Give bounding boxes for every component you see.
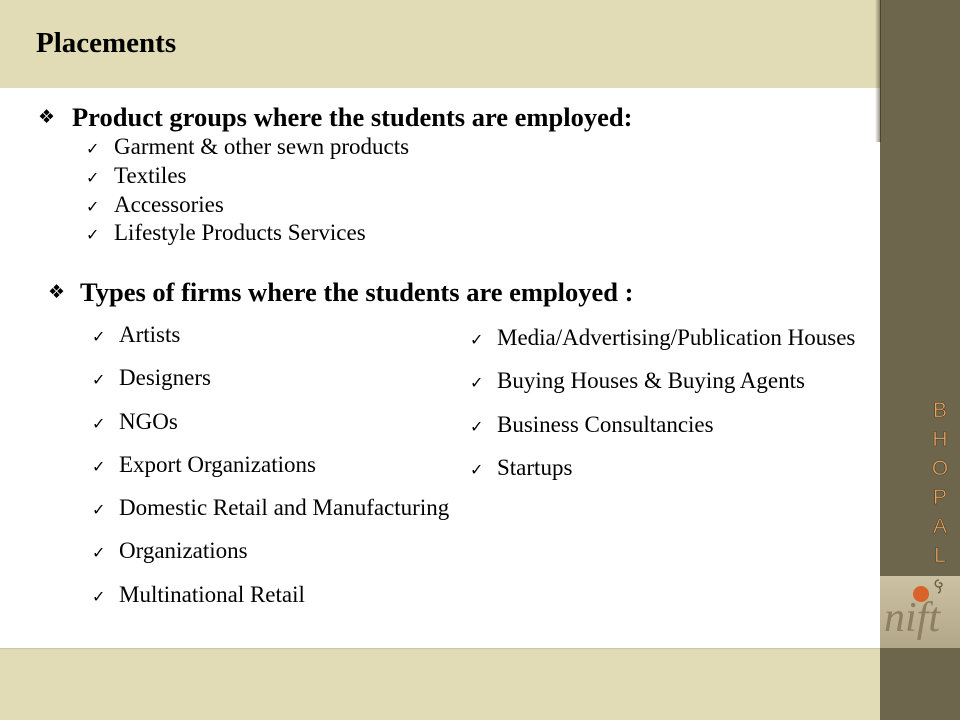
list-item-label: Accessories (114, 191, 224, 217)
sidebar-letter: B (932, 399, 947, 422)
list-item (92, 486, 449, 529)
checkmark-icon (470, 361, 497, 404)
firm-types-left-list (92, 313, 449, 616)
slide-title: Placements (36, 27, 177, 59)
product-groups-heading: Product groups where the students are employed: (72, 102, 633, 132)
checkmark-icon (470, 318, 497, 361)
checkmark-icon (92, 402, 119, 445)
checkmark-icon (86, 135, 114, 164)
footer-band (0, 648, 880, 720)
title-band (0, 0, 880, 88)
checkmark-icon (92, 531, 119, 574)
list-item (86, 162, 409, 191)
checkmark-icon (86, 221, 114, 250)
list-item-label: Lifestyle Products Services (114, 220, 366, 246)
list-item (86, 133, 409, 162)
list-item-label: Designers (119, 365, 211, 391)
product-groups-list (86, 133, 409, 248)
sidebar-letter: P (932, 486, 947, 509)
list-item (86, 191, 409, 220)
checkmark-icon (92, 488, 119, 531)
list-item (86, 219, 409, 248)
checkmark-icon (92, 445, 119, 488)
list-item (92, 529, 449, 572)
list-item (470, 403, 855, 446)
list-item-label: Media/Advertising/Publication Houses (497, 325, 856, 350)
list-item (92, 400, 449, 443)
list-item-label: Textiles (114, 162, 187, 188)
list-item-label: Multinational Retail (119, 581, 305, 607)
list-item-label: Buying Houses & Buying Agents (497, 368, 805, 394)
checkmark-icon (86, 193, 114, 222)
list-item (92, 313, 449, 356)
list-item-label: Startups (497, 454, 573, 480)
checkmark-icon (92, 315, 119, 358)
list-item-label: Export Organizations (119, 451, 316, 477)
firm-types-right-list (470, 316, 855, 489)
sidebar-letter: A (932, 515, 947, 538)
firm-types-heading: Types of firms where the students are employed : (80, 277, 634, 307)
diamond-bullet-icon (38, 102, 55, 132)
list-item-label: Domestic Retail and Manufacturing (119, 495, 450, 521)
checkmark-icon (86, 164, 114, 193)
sidebar-letter: L (934, 544, 946, 567)
list-item (92, 443, 449, 486)
list-item (92, 356, 449, 399)
institute-logo (880, 576, 960, 648)
list-item-label: Artists (119, 322, 181, 347)
checkmark-icon (470, 405, 497, 448)
list-item-label: NGOs (119, 408, 178, 434)
sidebar-letter: H (932, 428, 948, 451)
list-item-label: Business Consultancies (497, 411, 714, 437)
list-item (470, 446, 855, 489)
logo-text: nift (884, 595, 941, 641)
logo-swirl-icon (932, 578, 946, 594)
list-item-label: Organizations (119, 538, 248, 564)
list-item-label: Garment & other sewn products (114, 134, 410, 159)
checkmark-icon (470, 448, 497, 491)
checkmark-icon (92, 575, 119, 618)
checkmark-icon (92, 358, 119, 401)
list-item (470, 359, 855, 402)
sidebar-city-letters (920, 396, 960, 570)
list-item (470, 316, 855, 359)
list-item (92, 573, 449, 616)
sidebar-shadow (875, 0, 881, 142)
sidebar-letter: O (931, 457, 949, 480)
diamond-bullet-icon (48, 277, 65, 307)
